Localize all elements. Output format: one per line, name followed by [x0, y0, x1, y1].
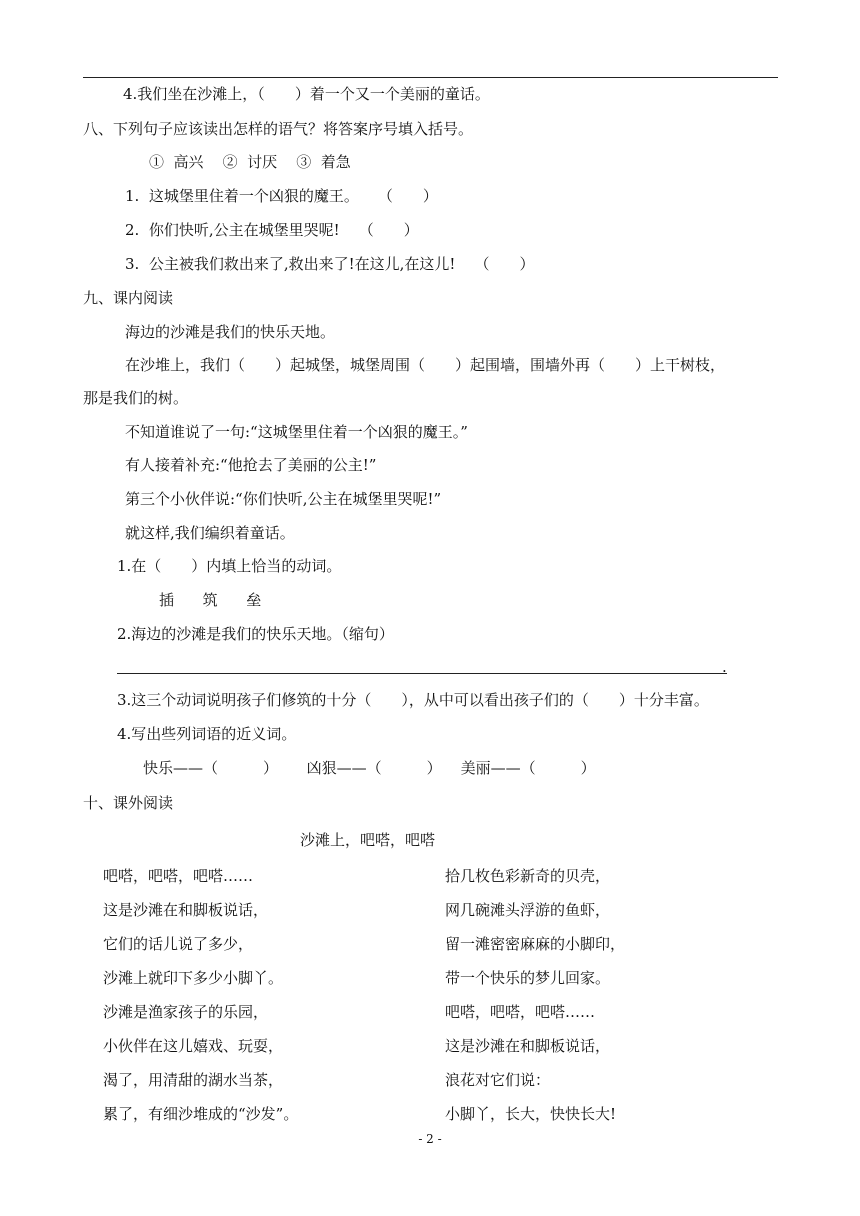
answer-line[interactable]	[117, 673, 727, 674]
passage-line: 在沙堆上，我们（ ）起城堡，城堡周围（ ）起围墙，围墙外再（ ）上干树枝，	[125, 356, 726, 374]
poem-line: 这是沙滩在和脚板说话，	[103, 901, 269, 919]
section-10-heading: 十、课外阅读	[83, 794, 174, 812]
passage-line: 有人接着补充:“他抢去了美丽的公主!”	[125, 456, 377, 474]
passage-line: 就这样,我们编织着童话。	[125, 524, 295, 542]
passage-line: 海边的沙滩是我们的快乐天地。	[125, 323, 336, 341]
page-number: - 2 -	[418, 1132, 442, 1146]
section-8-options: ① 高兴 ② 讨厌 ③ 着急	[149, 153, 351, 171]
passage-line: 那是我们的树。	[83, 389, 189, 407]
poem-right-column	[445, 866, 625, 1138]
header-rule	[83, 77, 778, 78]
question-3: 3.这三个动词说明孩子们修筑的十分（ ），从中可以看出孩子们的（ ）十分丰富。	[117, 691, 709, 709]
answer-line-period: .	[722, 658, 727, 676]
poem-line: 浪花对它们说：	[445, 1071, 551, 1089]
poem-line: 累了，有细沙堆成的“沙发”。	[103, 1105, 299, 1123]
section-8-heading: 八、下列句子应该读出怎样的语气？将答案序号填入括号。	[83, 120, 474, 138]
poem-line: 沙滩是渔家孩子的乐园，	[103, 1003, 269, 1021]
poem-line: 沙滩上就印下多少小脚丫。	[103, 969, 284, 987]
section-9-heading: 九、课内阅读	[83, 289, 174, 307]
poem-line: 它们的话儿说了多少，	[103, 935, 254, 953]
poem-line: 小脚丫，长大，快快长大!	[445, 1105, 617, 1123]
poem-line: 拾几枚色彩新奇的贝壳，	[445, 867, 611, 885]
synonym-items: 快乐——（ ） 凶狠——（ ） 美丽——（ ）	[143, 759, 596, 777]
question-4: 4.写出些列词语的近义词。	[117, 725, 297, 743]
poem-line: 留一滩密密麻麻的小脚印，	[445, 935, 626, 953]
poem-left-column	[103, 866, 298, 1138]
poem-line: 小伙伴在这儿嬉戏、玩耍，	[103, 1037, 284, 1055]
question-1: 1.在（ ）内填上恰当的动词。	[117, 557, 342, 575]
question-4-line: 4.我们坐在沙滩上，（ ）着一个又一个美丽的童话。	[123, 85, 490, 103]
poem-line: 吧嗒，吧嗒，吧嗒……	[445, 1003, 596, 1021]
poem-line: 这是沙滩在和脚板说话，	[445, 1037, 611, 1055]
question-2: 2.海边的沙滩是我们的快乐天地。（缩句）	[117, 625, 394, 643]
passage-line: 不知道谁说了一句:“这城堡里住着一个凶狠的魔王。”	[125, 423, 468, 441]
section-8-item-1: 1. 这城堡里住着一个凶狠的魔王。 （ ）	[125, 187, 438, 205]
poem-line: 网几碗滩头浮游的鱼虾，	[445, 901, 611, 919]
verb-choices: 插 筑 垒	[159, 591, 262, 609]
poem-line: 带一个快乐的梦儿回家。	[445, 969, 611, 987]
section-8-item-2: 2. 你们快听,公主在城堡里哭呢! （ ）	[125, 221, 419, 239]
poem-line: 吧嗒，吧嗒，吧嗒……	[103, 867, 254, 885]
poem-line: 渴了，用清甜的湖水当茶，	[103, 1071, 284, 1089]
passage-line: 第三个小伙伴说:“你们快听,公主在城堡里哭呢!”	[125, 490, 442, 508]
poem-title: 沙滩上，吧嗒，吧嗒	[300, 831, 436, 849]
section-8-item-3: 3. 公主被我们救出来了,救出来了!在这儿,在这儿! （ ）	[125, 255, 535, 273]
